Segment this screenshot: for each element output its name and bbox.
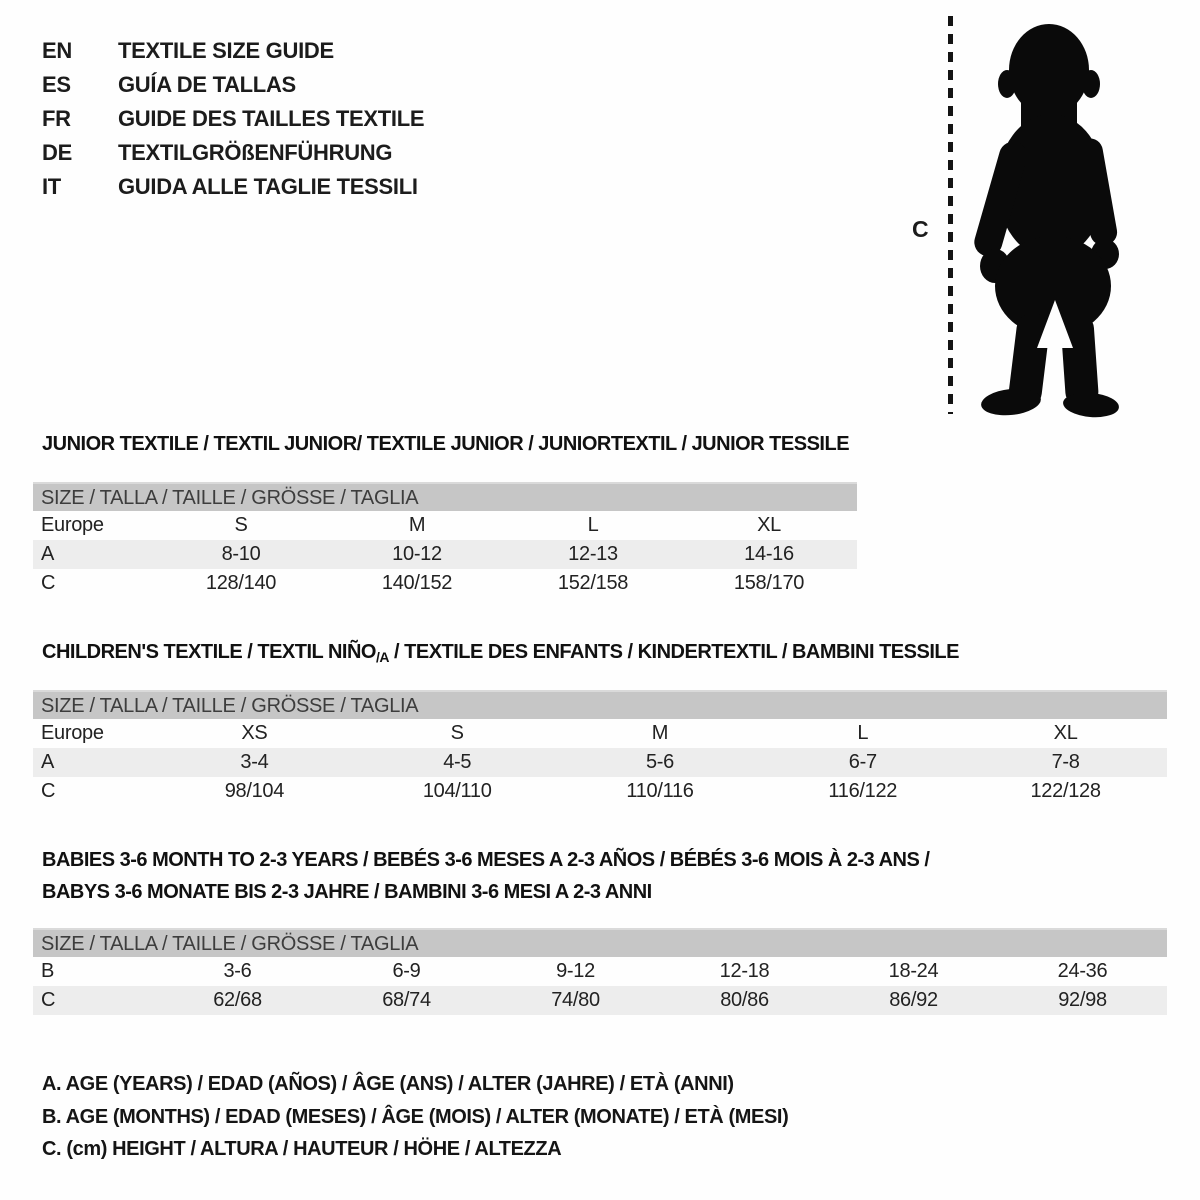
table-row-a: [33, 748, 1167, 777]
size-value: S: [234, 514, 248, 536]
size-value: 80/86: [720, 989, 769, 1011]
size-value: M: [408, 514, 426, 536]
row-label: Europe: [41, 514, 104, 536]
size-value: XL: [757, 514, 781, 536]
row-label: A: [41, 751, 55, 773]
size-value: XL: [1053, 722, 1078, 744]
table-row-b: [33, 957, 1167, 986]
section-heading-junior-text: JUNIOR TEXTILE / TEXTIL JUNIOR/ TEXTILE JUNIOR / JUNIORTEXTIL / JUNIOR TESSILE: [42, 433, 850, 455]
size-value: 158/170: [733, 572, 805, 594]
size-value: 122/128: [1030, 780, 1101, 802]
size-value: 12-18: [719, 960, 770, 982]
size-value: 98/104: [224, 780, 285, 802]
language-code: EN: [42, 38, 72, 63]
size-value: 24-36: [1057, 960, 1108, 982]
size-value: 86/92: [889, 989, 938, 1011]
table-row-c: [33, 986, 1167, 1015]
babies-table-rows: [33, 957, 1167, 1015]
size-bar-label: SIZE / TALLA / TAILLE / GRÖSSE / TAGLIA: [41, 695, 419, 717]
row-label: B: [41, 960, 55, 982]
height-measure-dashed-line: [948, 16, 953, 414]
size-value: 140/152: [381, 572, 453, 594]
section-heading-babies-text2: BABYS 3-6 MONATE BIS 2-3 JAHRE / BAMBINI 3-6 MESI A 2-3 ANNI: [42, 881, 652, 903]
size-bar-babies: [33, 928, 1167, 957]
language-code: ES: [42, 72, 71, 97]
table-row-europe: [33, 719, 1167, 748]
guide-title: GUIDE DES TAILLES TEXTILE: [118, 106, 425, 131]
section-heading-babies-text1: BABIES 3-6 MONTH TO 2-3 YEARS / BEBÉS 3-6 MESES A 2-3 AÑOS / BÉBÉS 3-6 MOIS À 2-3 ANS /: [42, 849, 930, 871]
section-heading-children: [42, 641, 959, 665]
size-value: 6-9: [392, 960, 421, 982]
language-row-it: [42, 170, 424, 204]
size-bar-children: [33, 690, 1167, 719]
size-value: M: [651, 722, 669, 744]
language-code: FR: [42, 106, 71, 131]
size-value: 5-6: [645, 751, 674, 773]
size-value: 110/116: [626, 780, 694, 802]
size-value: XS: [241, 722, 268, 744]
children-size-table: [33, 690, 1167, 806]
size-value: 10-12: [392, 543, 442, 565]
toddler-silhouette-icon: [963, 18, 1139, 420]
size-bar-label: SIZE / TALLA / TAILLE / GRÖSSE / TAGLIA: [41, 487, 419, 509]
section-heading-junior: [42, 433, 849, 456]
row-label: C: [41, 780, 56, 802]
language-code: DE: [42, 140, 72, 165]
size-value: S: [450, 722, 464, 744]
section-heading-babies-line2: [42, 881, 652, 904]
size-value: 9-12: [556, 960, 595, 982]
children-table-rows: [33, 719, 1167, 806]
size-value: 18-24: [888, 960, 939, 982]
table-row-c: [33, 569, 857, 598]
size-bar-label: SIZE / TALLA / TAILLE / GRÖSSE / TAGLIA: [41, 933, 419, 955]
size-value: 128/140: [205, 572, 277, 594]
guide-title: TEXTILE SIZE GUIDE: [118, 38, 334, 63]
size-value: 12-13: [568, 543, 618, 565]
legend-line-c: C. (cm) HEIGHT / ALTURA / HAUTEUR / HÖHE / ALTEZZA: [42, 1138, 562, 1160]
size-value: 74/80: [551, 989, 600, 1011]
row-label: A: [41, 543, 55, 565]
table-row-europe: [33, 511, 857, 540]
size-value: 3-4: [240, 751, 269, 773]
section-heading-children-text: CHILDREN'S TEXTILE / TEXTIL NIÑO: [42, 641, 376, 663]
guide-title: GUÍA DE TALLAS: [118, 72, 296, 97]
section-heading-babies-line1: [42, 849, 929, 872]
size-value: L: [857, 722, 869, 744]
language-row-de: [42, 136, 424, 170]
junior-size-table: [33, 482, 857, 598]
language-title-list: [42, 34, 424, 204]
row-label: C: [41, 989, 56, 1011]
size-bar-junior: [33, 482, 857, 511]
size-value: 116/122: [828, 780, 898, 802]
measure-label-c: C: [912, 216, 929, 242]
size-value: 152/158: [557, 572, 629, 594]
size-value: 8-10: [221, 543, 261, 565]
size-value: 14-16: [744, 543, 794, 565]
babies-size-table: [33, 928, 1167, 1015]
size-value: 4-5: [443, 751, 472, 773]
language-row-es: [42, 68, 424, 102]
legend-line-a: A. AGE (YEARS) / EDAD (AÑOS) / ÂGE (ANS) / ALTER (JAHRE) / ETÀ (ANNI): [42, 1073, 734, 1095]
section-heading-children-text-cont: / TEXTILE DES ENFANTS / KINDERTEXTIL / BAMBINI TESSILE: [388, 641, 959, 663]
measurement-legend: [42, 1068, 788, 1166]
size-value: 68/74: [382, 989, 431, 1011]
language-code: IT: [42, 174, 61, 199]
table-row-a: [33, 540, 857, 569]
size-value: 7-8: [1051, 751, 1080, 773]
legend-line-b: B. AGE (MONTHS) / EDAD (MESES) / ÂGE (MOIS) / ALTER (MONATE) / ETÀ (MESI): [42, 1105, 789, 1128]
row-label: Europe: [41, 722, 104, 744]
size-value: 62/68: [213, 989, 262, 1011]
language-row-fr: [42, 102, 424, 136]
size-value: L: [587, 514, 599, 536]
table-row-c: [33, 777, 1167, 806]
size-value: 92/98: [1058, 989, 1107, 1011]
size-value: 3-6: [223, 960, 252, 982]
size-value: 104/110: [422, 780, 492, 802]
row-label: C: [41, 572, 56, 594]
language-row-en: [42, 34, 424, 68]
junior-table-rows: [33, 511, 857, 598]
guide-title: TEXTILGRÖßENFÜHRUNG: [118, 140, 393, 165]
size-value: 6-7: [848, 751, 877, 773]
section-heading-children-subscript: /A: [375, 649, 389, 665]
guide-title: GUIDA ALLE TAGLIE TESSILI: [118, 174, 418, 199]
